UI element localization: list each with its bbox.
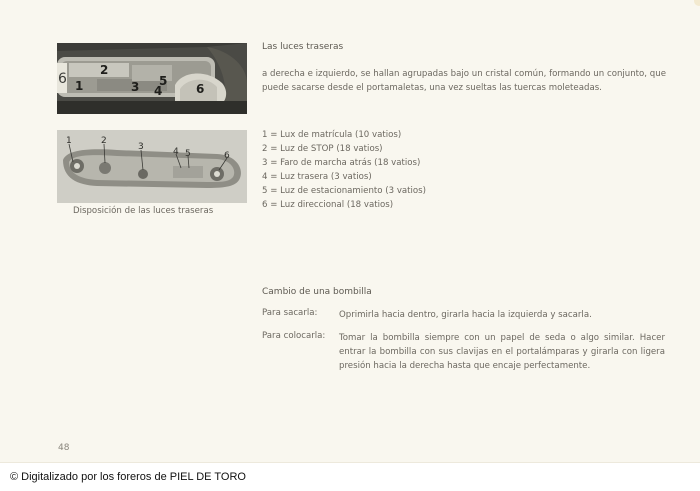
bulb-section-title: Cambio de una bombilla (262, 287, 372, 297)
section-intro: a derecha e izquierdo, se hallan agrupadas bajo un cristal común, formando un conjunto, que puede sacarse desde el portamaletas, una vez sueltas las tuercas moleteadas. (262, 69, 666, 93)
photo-bottom-label-1: 1 (66, 136, 72, 146)
badge-label: 6 (58, 71, 67, 87)
scan-credit: © Digitalizado por los foreros de PIEL DE TORO (10, 471, 246, 483)
remove-label: Para sacarla: (262, 308, 318, 318)
legend-item: 6 = Luz direccional (18 vatios) (262, 200, 394, 210)
tail-light-photo-drawing (57, 43, 247, 114)
tail-light-photo (57, 43, 247, 114)
page-number: 48 (58, 443, 70, 453)
legend-item: 1 = Lux de matrícula (10 vatios) (262, 130, 402, 140)
photo-top-label-2: 2 (100, 63, 109, 77)
photo-top-label-4: 4 (154, 84, 163, 98)
photo-bottom-label-2: 2 (101, 136, 107, 146)
legend-item: 5 = Luz de estacionamiento (3 vatios) (262, 186, 427, 196)
parts-legend (262, 128, 426, 212)
install-label: Para colocarla: (262, 331, 326, 341)
photo-top-label-3: 3 (131, 80, 140, 94)
photo-top-label-1: 1 (75, 79, 84, 93)
light-unit-photo-drawing (57, 130, 247, 203)
legend-item: 4 = Luz trasera (3 vatios) (262, 172, 372, 182)
page-edge (0, 462, 700, 463)
install-instructions: Tomar la bombilla siempre con un papel de seda o algo similar. Hacer entrar la bombilla con sus clavijas en el portalámparas y girarla con ligera presión hacia la derecha hasta que encaje perfectamente. (339, 333, 665, 371)
legend-item: 2 = Luz de STOP (18 vatios) (262, 144, 383, 154)
photo-bottom-label-5: 5 (185, 149, 191, 159)
photo-bottom-label-3: 3 (138, 142, 144, 152)
remove-instructions: Oprimirla hacia dentro, girarla hacia la izquierda y sacarla. (339, 310, 592, 320)
photo-top-label-6: 6 (196, 82, 205, 96)
light-unit-photo (57, 130, 247, 203)
page-corner-mark (694, 0, 700, 6)
figure-caption: Disposición de las luces traseras (73, 206, 214, 216)
legend-item: 3 = Faro de marcha atrás (18 vatios) (262, 158, 421, 168)
photo-top-label-5: 5 (159, 74, 168, 88)
section-title: Las luces traseras (262, 42, 344, 52)
photo-bottom-label-4: 4 (173, 147, 179, 157)
photo-bottom-label-6: 6 (224, 151, 230, 161)
